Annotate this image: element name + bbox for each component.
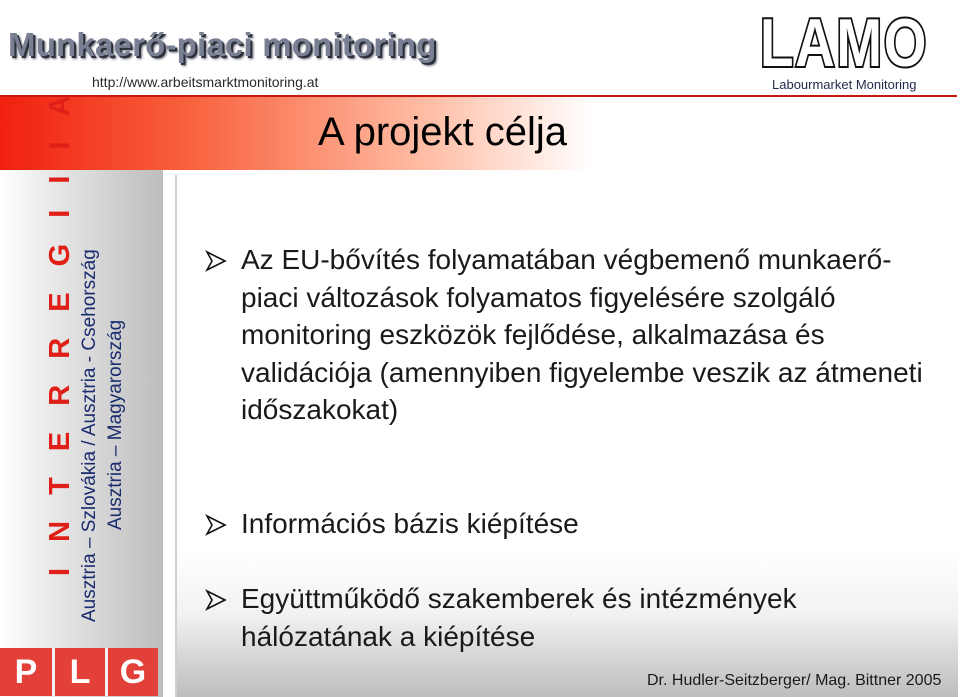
plg-letter-g: G [108,648,158,696]
bullet-text: Információs bázis kiépítése [241,508,579,539]
lamo-logo-text: LAMO [760,5,928,78]
site-title: Munkaerő-piaci monitoring [8,26,437,63]
interreg-label: I N T E R R E G I I I A [44,86,76,576]
content-panel [175,175,958,697]
plg-letter-l: L [55,648,105,696]
plg-letter-p: P [0,648,52,696]
title-banner [0,95,957,170]
arrowhead-bullet-icon [205,514,227,536]
countries-line-2: Ausztria – Magyarország [105,319,126,530]
bullet-text: Az EU-bővítés folyamatában végbemenő munkaerő-piaci változások folyamatos figyelésére szolgáló monitoring eszközök fejlődése, alkalmazása és validációja (amennyiben figyelembe veszik az átmeneti időszakokat) [241,244,923,425]
slide-title: A projekt célja [317,110,568,154]
header [0,0,960,95]
plg-logo [0,648,158,696]
arrowhead-bullet-icon [205,250,227,272]
lamo-logo-mark [750,0,955,78]
countries-line-1: Ausztria – Szlovákia / Ausztria - Csehország [79,249,100,622]
bullet-text: Együttműködő szakemberek és intézmények hálózatának a kiépítése [241,583,797,652]
site-url[interactable]: http://www.arbeitsmarktmonitoring.at [92,74,319,90]
arrowhead-bullet-icon [205,589,227,611]
lamo-logo [750,0,955,95]
footer-credit: Dr. Hudler-Seitzberger/ Mag. Bittner 2005 [647,672,942,689]
logo-subtitle: Labourmarket Monitoring [772,77,917,92]
